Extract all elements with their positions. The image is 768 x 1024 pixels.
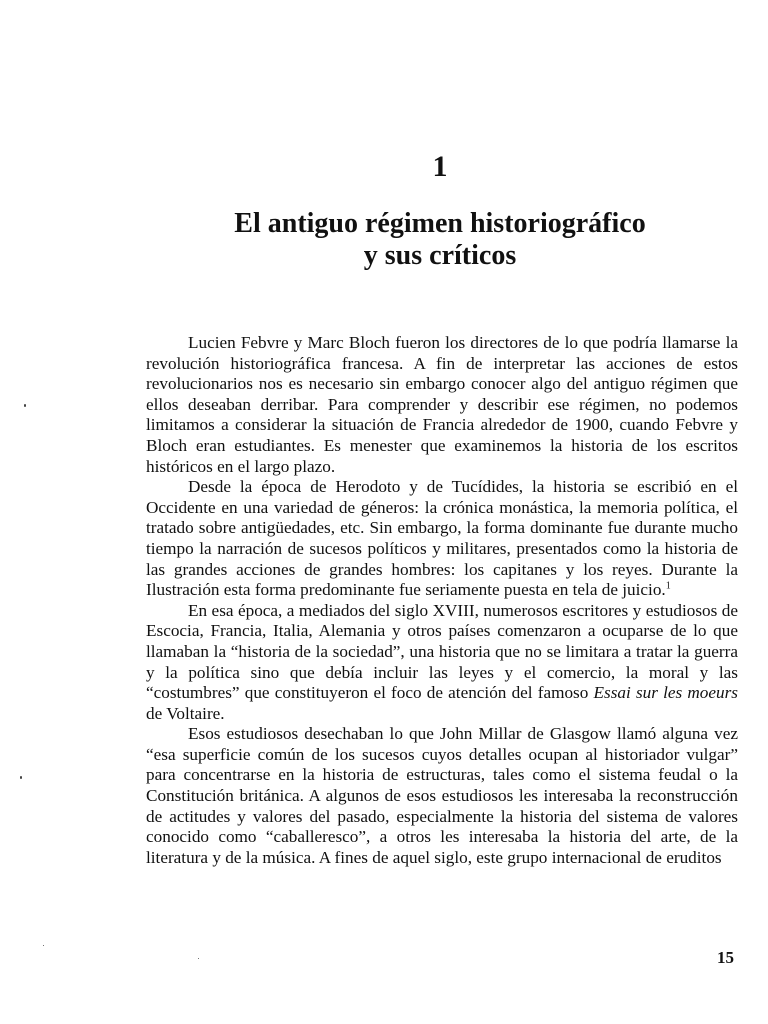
body-text	[146, 333, 738, 868]
scan-speck	[20, 776, 22, 779]
paragraph-1	[146, 333, 738, 477]
paragraph-text: Esos estudiosos desechaban lo que John Millar de Glasgow llamó alguna vez “esa superficie común de los sucesos cuyos detalles ocupan al historiador vulgar” para concentrarse en la historia de estructuras, tales como el sistema feudal o la Constitución británica. A algunos de esos estudiosos les interesaba la reconstrucción de actitudes y valores del pasado, especialmente la historia del sistema de valores conocido como “caballeresco”, a otros les interesaba la historia del arte, de la literatura y de la música. A fines de aquel siglo, este grupo internacional de eruditos	[146, 724, 738, 867]
scan-speck	[43, 945, 44, 946]
scan-speck	[24, 404, 26, 407]
scan-speck	[198, 958, 199, 959]
paragraph-text: En esa época, a mediados del siglo XVIII, numerosos escritores y estudiosos de Escocia, Francia, Italia, Alemania y otros países comenzaron a ocuparse de lo que llamaban la “historia de la sociedad”, una historia que no se limitara a tratar la guerra y la política sino que debía incluir las leyes y el comercio, la moral y las “costumbres” que constituyeron el foco de atención del famoso	[146, 600, 738, 703]
chapter-number: 1	[432, 150, 448, 183]
chapter-title-line-1: El antiguo régimen historiográfico	[234, 208, 646, 239]
page-number: 15	[717, 948, 734, 967]
paragraph-text: Lucien Febvre y Marc Bloch fueron los directores de lo que podría llamarse la revolución historiográfica francesa. A fin de interpretar las acciones de estos revolucionarios nos es necesario sin embargo conocer algo del antiguo régimen que ellos deseaban derribar. Para comprender y describir ese régimen, no podemos limitamos a considerar la situación de Francia alrededor de 1900, cuando Febvre y Bloch eran estudiantes. Es menester que examinemos la historia de los escritos históricos en el largo plazo.	[146, 333, 738, 476]
chapter-title-line-2: y sus críticos	[363, 240, 517, 271]
paragraph-text: Desde la época de Herodoto y de Tucídides, la historia se escribió en el Occidente en una variedad de géneros: la crónica monástica, la memoria política, el tratado sobre antigüedades, etc. Sin embargo, la forma dominante fue durante mucho tiempo la narración de sucesos políticos y militares, presentados como la historia de las grandes acciones de grandes hombres: los capitanes y los reyes. Durante la Ilustración esta forma predominante fue seriamente puesta en tela de juicio.	[146, 477, 738, 600]
chapter-title	[0, 208, 768, 272]
paragraph-3	[146, 601, 738, 725]
paragraph-2	[146, 477, 738, 601]
book-title-italic: Essai sur les moeurs	[593, 683, 738, 703]
paragraph-4	[146, 724, 738, 868]
footnote-reference: 1	[665, 580, 671, 592]
paragraph-text: de Voltaire.	[146, 703, 225, 723]
